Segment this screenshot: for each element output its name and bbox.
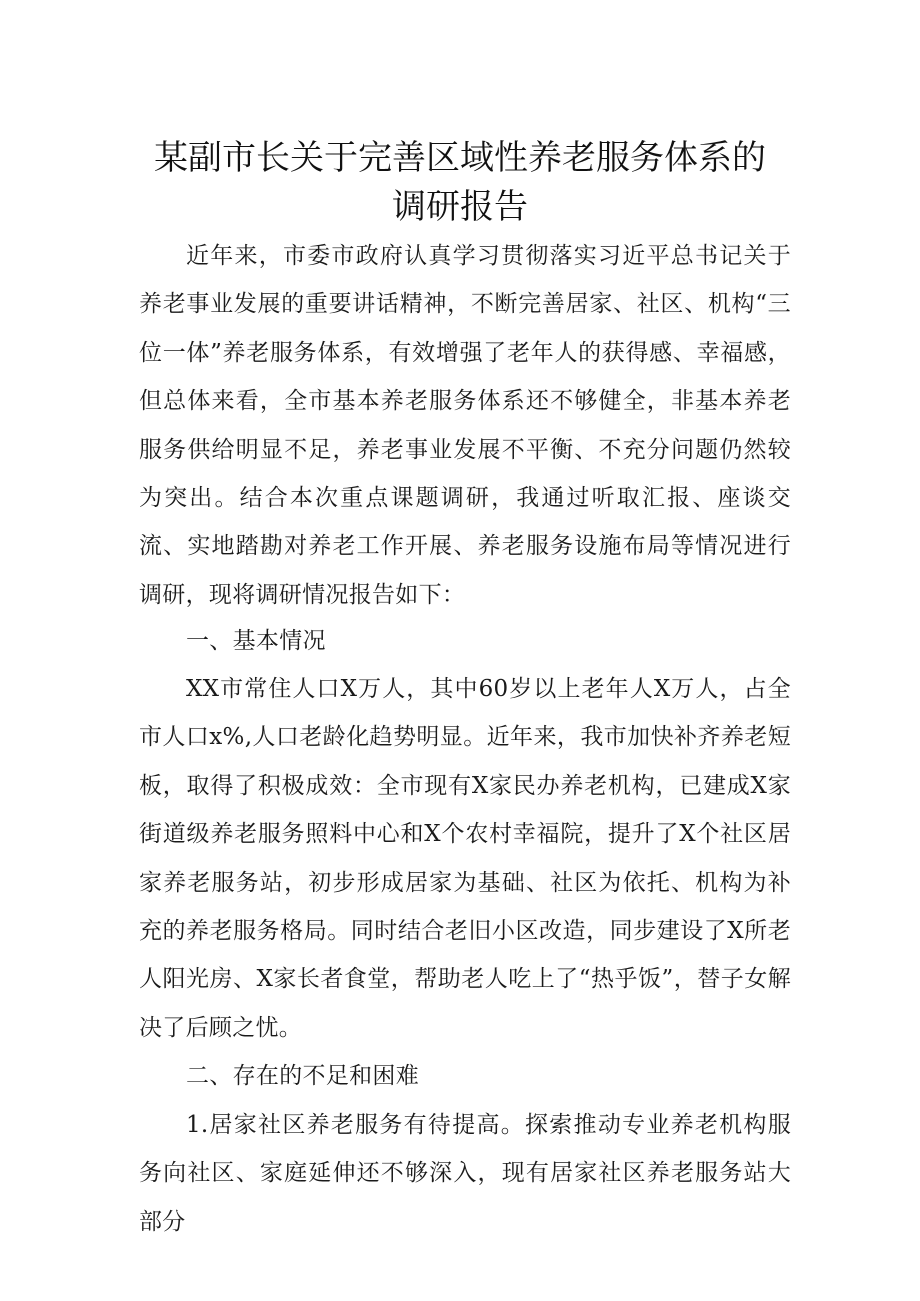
section-heading-basic-situation: 一、基本情况 [186,628,326,654]
shortcoming-item-1-paragraph: 1.居家社区养老服务有待提高。探索推动专业养老机构服务向社区、家庭延伸还不够深入，现有居家社区养老服务站大部分 [139,1112,791,1235]
intro-paragraph: 近年来，市委市政府认真学习贯彻落实习近平总书记关于养老事业发展的重要讲话精神，不断完善居家、社区、机构“三位一体”养老服务体系，有效增强了老年人的获得感、幸福感，但总体来看，全市基本养老服务体系还不够健全，非基本养老服务供给明显不足，养老事业发展不平衡、不充分问题仍然较为突出。结合本次重点课题调研，我通过听取汇报、座谈交流、实地踏勘对养老工作开展、养老服务设施布局等情况进行调研，现将调研情况报告如下： [139,243,791,608]
basic-situation-paragraph: XX市常住人口X万人，其中60岁以上老年人X万人，占全市人口x%,人口老龄化趋势明显。近年来，我市加快补齐养老短板，取得了积极成效：全市现有X家民办养老机构，已建成X家街道级养老服务照料中心和X个农村幸福院，提升了X个社区居家养老服务站，初步形成居家为基础、社区为依托、机构为补充的养老服务格局。同时结合老旧小区改造，同步建设了X所老人阳光房、X家长者食堂，帮助老人吃上了“热乎饭”，替子女解决了后顾之忧。 [139,676,791,1041]
document-title-line-1: 某副市长关于完善区域性养老服务体系的 [154,138,766,178]
document-title-line-2: 调研报告 [392,187,528,227]
section-heading-shortcomings: 二、存在的不足和困难 [186,1063,419,1089]
